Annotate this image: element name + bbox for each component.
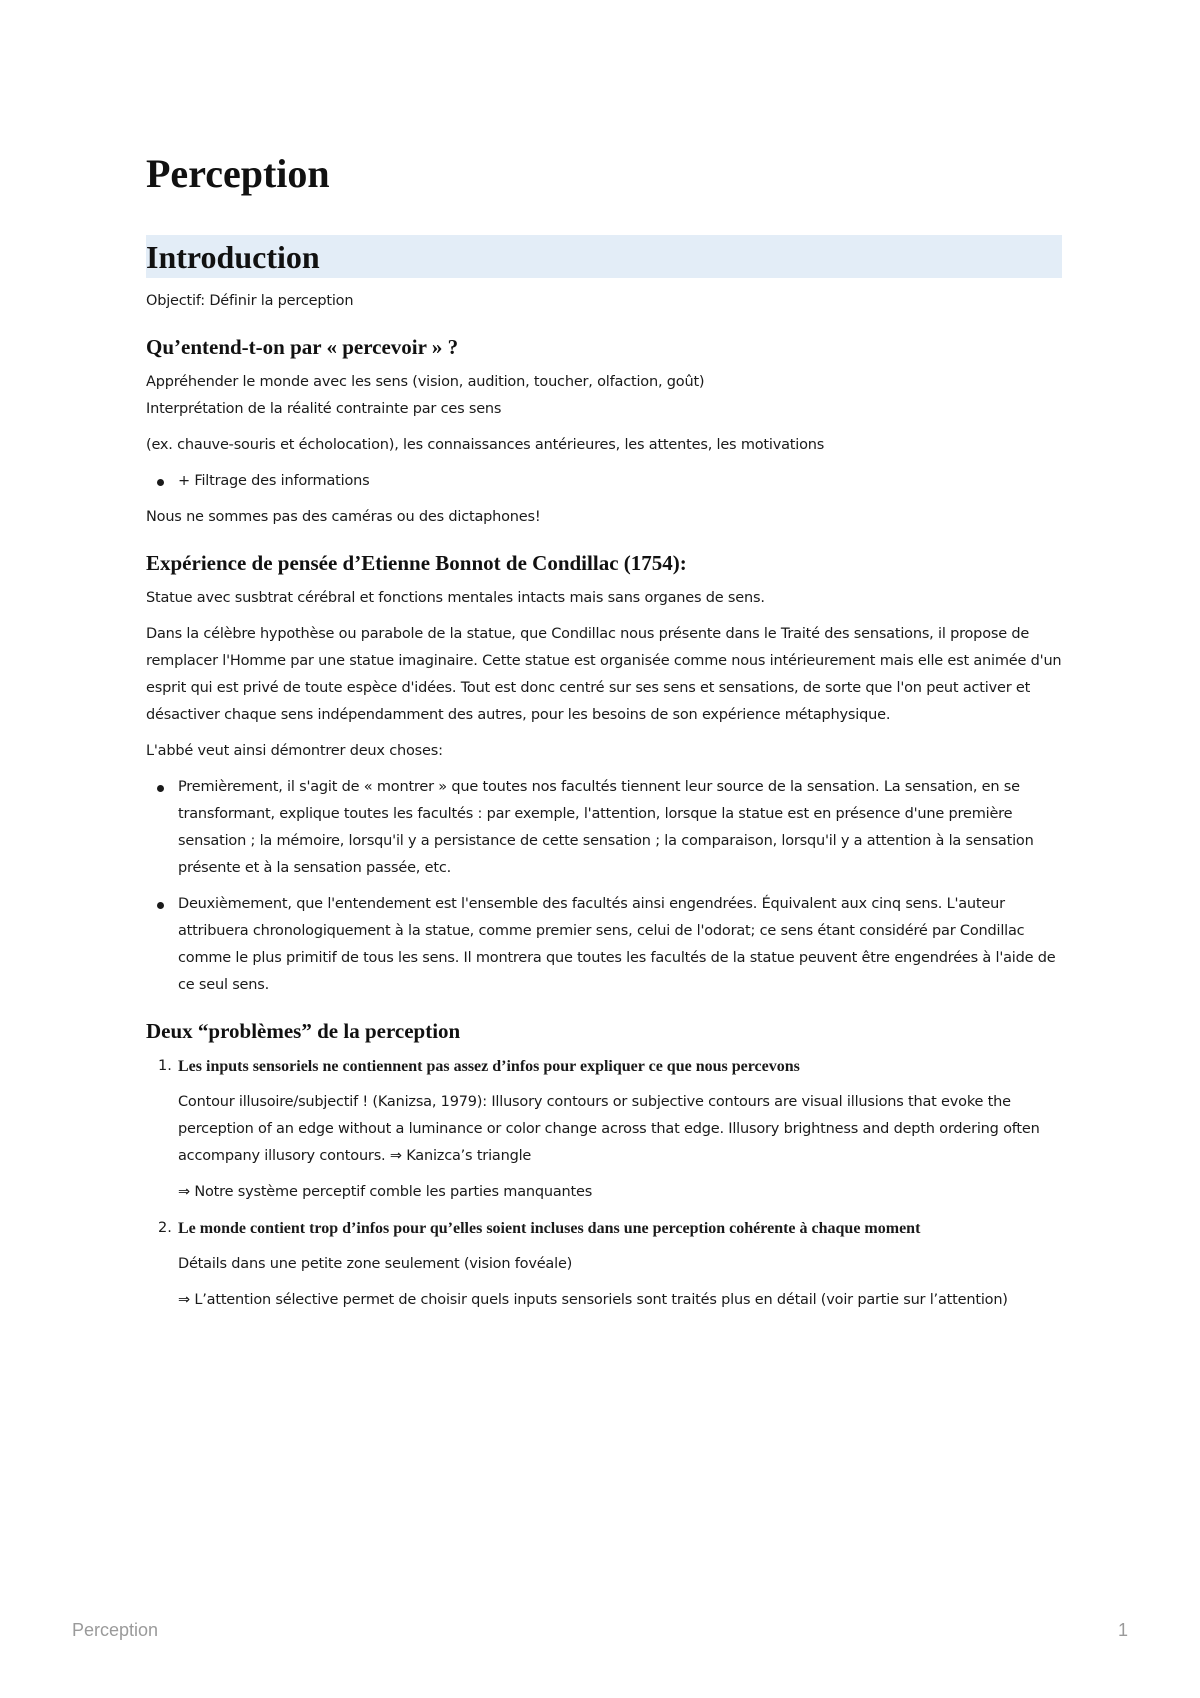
percevoir-line-4: Nous ne sommes pas des caméras ou des dictaphones! (146, 509, 541, 525)
problem-number: 1. (158, 1058, 172, 1074)
condillac-heading: Expérience de pensée d’Etienne Bonnot de Condillac (1754): (146, 551, 687, 575)
page-number: 1 (1117, 1620, 1128, 1640)
problems-list (146, 1053, 1062, 1314)
objectif-text: Objectif: Définir la perception (146, 293, 354, 309)
condillac-paragraph-1: Statue avec susbtrat cérébral et fonctions mentales intacts mais sans organes de sens. (146, 590, 765, 606)
condillac-bullet-list (146, 774, 1062, 999)
problem-title: Les inputs sensoriels ne contiennent pas assez d’infos pour expliquer ce que nous percevons (178, 1058, 800, 1075)
problem-number: 2. (158, 1220, 172, 1236)
percevoir-line-2: Interprétation de la réalité contrainte par ces sens (146, 401, 502, 417)
problem-item-1 (146, 1053, 1062, 1206)
problem-conclusion: ⇒ L’attention sélective permet de choisir quels inputs sensoriels sont traités plus en détail (voir partie sur l’attention) (178, 1292, 1008, 1308)
introduction-heading: Introduction (146, 238, 320, 275)
percevoir-bullet-list (146, 468, 1062, 495)
percevoir-line-1: Appréhender le monde avec les sens (vision, audition, toucher, olfaction, goût) (146, 374, 705, 390)
document-title: Perception (146, 151, 330, 196)
problem-paragraph: Contour illusoire/subjectif ! (Kanizsa, 1979): Illusory contours or subjective contours are visual illusions that evoke the perception of an edge without a luminance or color change across that edge. Illusory brightness and depth ordering often accompany illusory contours. ⇒ Kanizca’s triangle (178, 1094, 1040, 1164)
footer-title: Perception (72, 1620, 159, 1640)
percevoir-heading: Qu’entend-t-on par « percevoir » ? (146, 335, 459, 359)
list-item: + Filtrage des informations (146, 468, 1062, 495)
problem-paragraph: Détails dans une petite zone seulement (vision fovéale) (178, 1256, 573, 1272)
condillac-paragraph-3: L'abbé veut ainsi démontrer deux choses: (146, 743, 443, 759)
problem-conclusion: ⇒ Notre système perceptif comble les parties manquantes (178, 1184, 593, 1200)
list-item: Deuxièmement, que l'entendement est l'ensemble des facultés ainsi engendrées. Équivalent aux cinq sens. L'auteur attribuera chronologiquement à la statue, comme premier sens, celui de l'odorat; ce sens étant considéré par Condillac comme le plus primitif de tous les sens. Il montrera que toutes les facultés de la statue peuvent être engendrées à l'aide de ce seul sens. (146, 891, 1062, 999)
problem-title: Le monde contient trop d’infos pour qu’elles soient incluses dans une perception cohérente à chaque moment (178, 1220, 921, 1237)
introduction-heading-band (146, 235, 1062, 278)
document-page (146, 150, 1062, 1323)
list-item: Premièrement, il s'agit de « montrer » que toutes nos facultés tiennent leur source de la sensation. La sensation, en se transformant, explique toutes les facultés : par exemple, l'attention, lorsque la statue est en présence d'une première sensation ; la mémoire, lorsqu'il y a persistance de cette sensation ; la comparaison, lorsqu'il y a attention à la sensation présente et à la sensation passée, etc. (146, 774, 1062, 882)
condillac-paragraph-2: Dans la célèbre hypothèse ou parabole de la statue, que Condillac nous présente dans le Traité des sensations, il propose de remplacer l'Homme par une statue imaginaire. Cette statue est organisée comme nous intérieurement mais elle est animée d'un esprit qui est privé de toute espèce d'idées. Tout est donc centré sur ses sens et sensations, de sorte que l'on peut activer et désactiver chaque sens indépendamment des autres, pour les besoins de son expérience métaphysique. (146, 626, 1062, 723)
problems-heading: Deux “problèmes” de la perception (146, 1019, 461, 1043)
percevoir-line-3: (ex. chauve-souris et écholocation), les connaissances antérieures, les attentes, les motivations (146, 437, 825, 453)
problem-item-2 (146, 1215, 1062, 1314)
